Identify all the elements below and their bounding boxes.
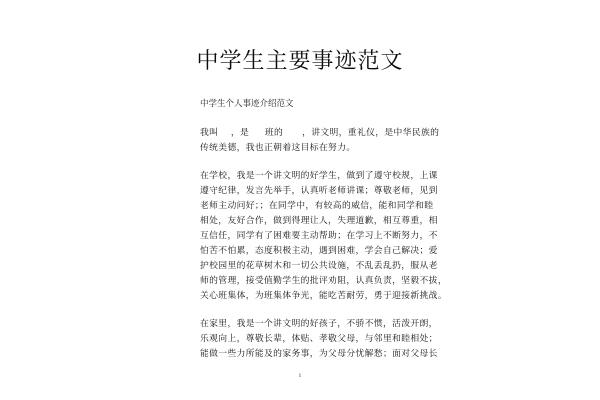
text-line: 传统美德，我也正朝着这目标在努力。 <box>200 143 356 153</box>
text-line: 师的管理，接受值勤学生的批评劝阻，认真负责，坚毅不拔， <box>200 276 447 286</box>
page-number: 1 <box>298 373 302 379</box>
document-subtitle: 中学生个人事迹介绍范文 <box>200 99 294 109</box>
text-line: 我叫 ，是 班的 ，讲文明，重礼仪，是中华民族的 <box>200 128 440 138</box>
text-line: 护校园里的花草树木和一切公共设施，不乱丢乱扔，服从老 <box>200 261 438 271</box>
text-line: 在家里，我是一个讲文明的好孩子，不骄不惯，活泼开朗， <box>200 319 438 329</box>
text-line: 乐观向上，尊敬长辈，体贴、孝敬父母，与邻里和睦相处； <box>200 334 438 344</box>
text-line: 关心班集体，为班集体争光，能吃苦耐劳，勇于迎接新挑战。 <box>200 291 447 301</box>
text-line: 怕苦不怕累，态度积极主动，遇到困难，学会自己解决；爱 <box>200 246 438 256</box>
text-line: 遵守纪律，发言先举手，认真听老师讲课；尊敬老师，见到 <box>200 186 438 196</box>
document-title: 中学生主要事迹范文 <box>196 49 404 74</box>
text-line: 在学校，我是一个讲文明的好学生，做到了遵守校规，上课 <box>200 171 438 181</box>
text-line: 互信任，同学有了困难要主动帮助；在学习上不断努力，不 <box>200 231 438 241</box>
text-line: 老师主动问好；；在同学中，有较高的威信，能和同学和睦 <box>200 201 434 211</box>
text-line: 能做一些力所能及的家务事，为父母分忧解愁；面对父母长 <box>200 349 438 359</box>
text-line: 相处，友好合作，做到得理让人，失理道歉，相互尊重，相 <box>200 216 438 226</box>
